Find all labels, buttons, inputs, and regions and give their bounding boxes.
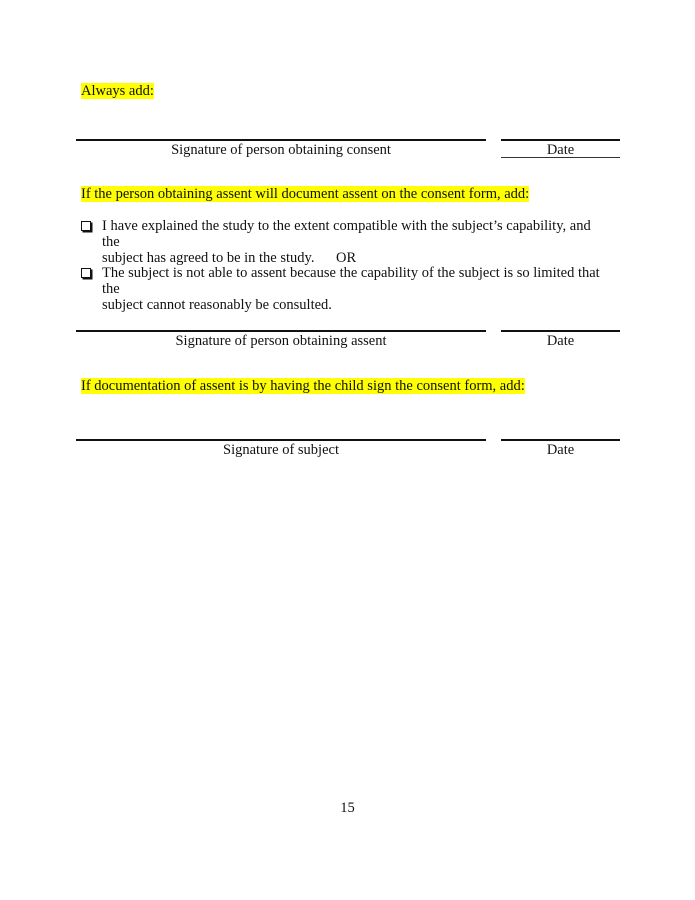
- page-number: 15: [340, 800, 355, 816]
- consent-date-underline: [501, 157, 620, 158]
- assent-signature-label: Signature of person obtaining assent: [175, 333, 387, 349]
- option-text: [102, 265, 602, 313]
- option-line: I have explained the study to the extent compatible with the subject’s capability, and the: [102, 218, 591, 250]
- assent-date-label: Date: [546, 333, 575, 349]
- subject-date-label: Date: [546, 442, 575, 458]
- assent-option-not-able[interactable]: [81, 265, 601, 313]
- assent-signature-line: [76, 330, 486, 332]
- subject-signature-label: Signature of subject: [223, 442, 339, 458]
- consent-signature-label: Signature of person obtaining consent: [171, 142, 391, 158]
- subject-signature-line: [76, 439, 486, 441]
- assent-consent-form-heading: [81, 186, 529, 203]
- option-line: The subject is not able to assent because the capability of the subject is so limited that the: [102, 265, 600, 297]
- or-separator: OR: [336, 250, 357, 266]
- highlighted-text: Always add:: [81, 83, 154, 99]
- always-add-heading: [81, 83, 154, 100]
- consent-date-label: Date: [546, 142, 575, 158]
- consent-signature-line: [76, 139, 486, 141]
- option-line: subject has agreed to be in the study.: [102, 250, 315, 266]
- highlighted-text: If documentation of assent is by having the child sign the consent form, add:: [81, 378, 525, 394]
- highlighted-text: If the person obtaining assent will document assent on the consent form, add:: [81, 186, 530, 202]
- consent-date-line: [501, 139, 620, 141]
- checkbox-icon[interactable]: [81, 268, 91, 278]
- option-line: subject cannot reasonably be consulted.: [102, 297, 332, 313]
- child-sign-heading: [81, 378, 525, 395]
- checkbox-icon[interactable]: [81, 221, 91, 231]
- assent-date-line: [501, 330, 620, 332]
- subject-date-line: [501, 439, 620, 441]
